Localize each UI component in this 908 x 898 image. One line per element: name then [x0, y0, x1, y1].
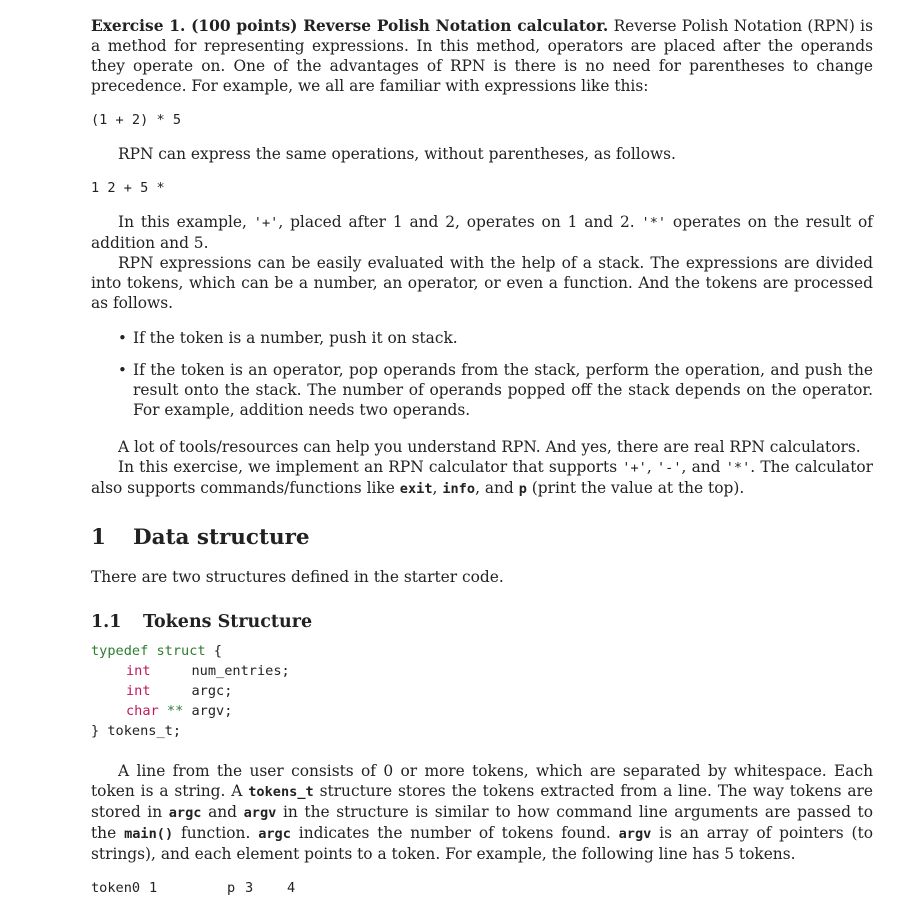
- impl-text-b: . The calculator also supports commands/functions like: [91, 458, 874, 497]
- code-line: [91, 641, 873, 661]
- code-type: int: [126, 663, 151, 679]
- document-page: [91, 14, 873, 898]
- cmd-exit: exit: [399, 481, 433, 497]
- impl-star-op: '*': [725, 460, 751, 476]
- code-line: [91, 701, 873, 721]
- token: p: [227, 880, 236, 896]
- rpn-intro: RPN can express the same operations, without parentheses, as follows.: [118, 145, 676, 163]
- code-ref: argc: [258, 826, 291, 842]
- list-item-text: If the token is an operator, pop operands from the stack, perform the operation, and push the result onto the stack. The number of operands popped off the stack depends on the operator. For example, addition needs two operands.: [133, 361, 873, 419]
- impl-text-c: (print the value at the top).: [526, 479, 745, 497]
- explain-plus-op: '+': [253, 215, 279, 231]
- token: 3: [245, 880, 254, 896]
- impl-sep: ,: [646, 458, 657, 476]
- impl-plus-op: '+': [622, 460, 647, 476]
- explain-text-a: In this example,: [118, 213, 254, 231]
- code-operator: **: [158, 703, 184, 719]
- code-ref: argc: [168, 805, 202, 821]
- list-item: [91, 360, 873, 420]
- explain-star-op: '*': [641, 215, 667, 231]
- stack-paragraph: RPN expressions can be easily evaluated with the help of a stack. The expressions are divided into tokens, which can be a number, an operator, or even a function. And the tokens are processed as follows.: [91, 254, 873, 312]
- code-line: [91, 661, 873, 681]
- code-ref: tokens_t: [248, 784, 314, 800]
- code-text: argv;: [183, 703, 233, 719]
- bullet-icon: •: [118, 361, 127, 379]
- tools-paragraph: A lot of tools/resources can help you understand RPN. And yes, there are real RPN calculators.: [118, 438, 861, 456]
- infix-example: (1 + 2) * 5: [91, 112, 182, 128]
- list-item-text: If the token is a number, push it on stack.: [133, 329, 458, 347]
- impl-sep: ,: [432, 479, 443, 497]
- impl-sep: , and: [475, 479, 519, 497]
- explain-text-b: , placed after 1 and 2, operates on 1 and 2.: [278, 213, 642, 231]
- section-heading: [91, 525, 873, 551]
- para-text: structure stores the tokens extracted from a line. The way tokens are stored in: [91, 782, 874, 821]
- code-ref: argv: [618, 826, 652, 842]
- section-number: 1: [91, 525, 106, 550]
- token: 1: [149, 880, 158, 896]
- exercise-intro-text: Reverse Polish Notation (RPN) is a method for representing expressions. In this method, operators are placed after the operands they operate on. One of the advantages of RPN is there is no need for parentheses to change precedence. For example, we all are familiar with expressions like this:: [91, 17, 873, 95]
- exercise-title: Exercise 1. (100 points) Reverse Polish Notation calculator.: [91, 17, 609, 35]
- rpn-explanation: [91, 212, 873, 253]
- code-line: [91, 681, 873, 701]
- section-intro: There are two structures defined in the starter code.: [91, 568, 504, 586]
- code-ref: argv: [243, 805, 277, 821]
- bullet-icon: •: [118, 329, 127, 347]
- code-text: num_entries;: [150, 663, 290, 679]
- subsection-number: 1.1: [91, 612, 122, 632]
- code-text: argc;: [150, 683, 233, 699]
- code-text: {: [205, 643, 222, 659]
- explain-text-c: operates on the result of addition and 5.: [91, 213, 873, 252]
- code-line: } tokens_t;: [91, 723, 182, 739]
- impl-minus-op: '-': [656, 460, 682, 476]
- subsection-heading: [91, 611, 873, 633]
- impl-text-a: In this exercise, we implement an RPN calculator that supports: [118, 458, 623, 476]
- code-ref: main(): [124, 826, 174, 842]
- implementation-paragraph: [91, 457, 873, 499]
- para-text: is an array of pointers (to strings), and each element points to a token. For example, the following line has 5 tokens.: [91, 824, 873, 863]
- code-type: int: [126, 683, 151, 699]
- subsection-title: Tokens Structure: [143, 612, 313, 632]
- exercise-intro: [91, 16, 873, 96]
- impl-sep: , and: [681, 458, 726, 476]
- para-text: A line from the user consists of 0 or more tokens, which are separated by whitespace. Each token is a string. A: [91, 762, 873, 800]
- token-rules-list: [91, 328, 873, 420]
- rpn-example: 1 2 + 5 *: [91, 180, 165, 196]
- token: 4: [287, 880, 296, 896]
- para-text: function.: [173, 824, 259, 842]
- para-text: and: [201, 803, 244, 821]
- cmd-p: p: [518, 481, 527, 497]
- code-type: char: [126, 703, 159, 719]
- section-title: Data structure: [133, 525, 310, 550]
- para-text: indicates the number of tokens found.: [290, 824, 619, 842]
- cmd-info: info: [442, 481, 476, 497]
- tokens-paragraph: [91, 761, 873, 864]
- list-item: [91, 328, 873, 348]
- code-keyword: typedef struct: [91, 643, 206, 659]
- token-example: [91, 878, 873, 898]
- para-text: in the structure is similar to how command line arguments are passed to the: [91, 803, 873, 842]
- token: token0: [91, 880, 141, 896]
- code-block: [91, 641, 873, 741]
